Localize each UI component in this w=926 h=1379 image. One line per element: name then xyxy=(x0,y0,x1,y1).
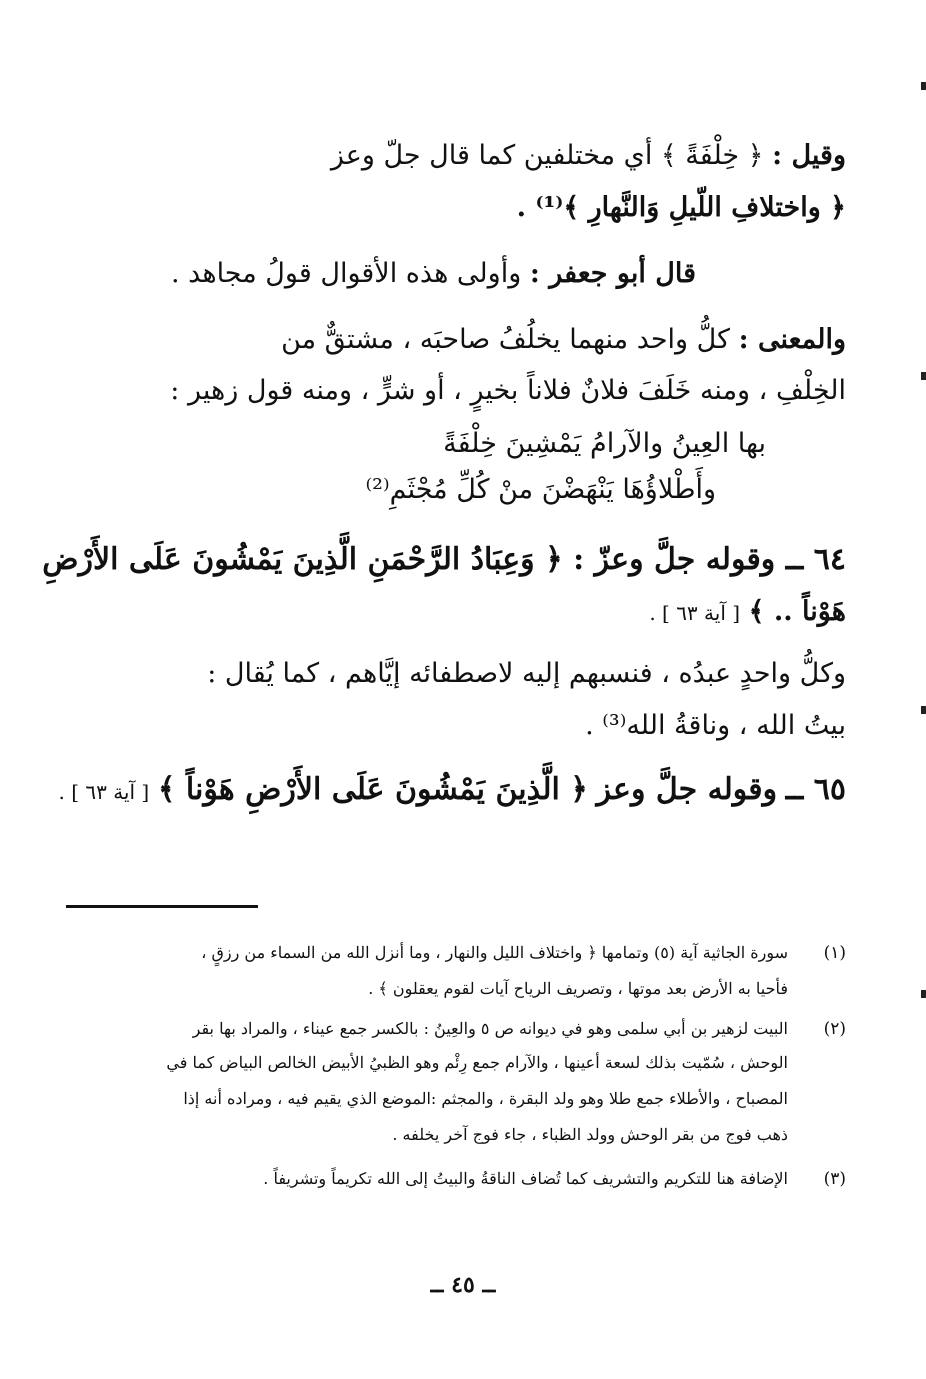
scan-edge-mark xyxy=(921,706,926,714)
scan-edge-mark xyxy=(921,990,926,998)
footnote-line: البيت لزهير بن أبي سلمى وهو في ديوانه ص ٥ والعِينُ : بالكسر جمع عيناء ، والمراد بها بقر xyxy=(192,1019,788,1038)
footnote-line: المصباح ، والأطلاء جمع طلا وهو ولد البقرة ، والمجثم :الموضع الذي يقيم فيه ، ومراده أنه إذا xyxy=(183,1089,788,1108)
page-number: ــ ٤٥ ــ xyxy=(430,1272,496,1298)
quran-quote: ﴿ الَّذِينَ يَمْشُونَ عَلَى الأَرْضِ هَوْناً ﴾ xyxy=(157,772,588,807)
footnote-line: ذهب فوج من بقر الوحش وولد الظباء ، جاء فوج آخر يخلفه . xyxy=(392,1125,788,1144)
footnote-number: (١) xyxy=(823,943,846,963)
body-line-8 xyxy=(42,540,846,580)
body-line-11: بيتُ الله ، وناقةُ الله⁽³⁾ . xyxy=(585,710,846,741)
body-line-12 xyxy=(58,770,846,812)
verse-reference: [ آية ٦٣ ] . xyxy=(58,780,150,804)
footnote-line: سورة الجاثية آية (٥) وتمامها ﴿ واختلاف الليل والنهار ، وما أنزل الله من السماء من رزقٍ ، xyxy=(201,943,788,962)
body-line-5: الخِلْفِ ، ومنه خَلَفَ فلانٌ فلاناً بخيرٍ ، أو شرٍّ ، ومنه قول زهير : xyxy=(170,375,846,406)
poem-verse-2: وأَطْلاؤُهَا يَنْهَضْنَ منْ كُلِّ مُجْثَمِ⁽²⁾ xyxy=(365,474,716,505)
line-text: ﴿ خِلْفَةً ﴾ أي مختلفين كما قال جلّ وعز xyxy=(330,140,764,171)
quran-quote: ﴿ وَعِبَادُ الرَّحْمَنِ الَّذِينَ يَمْشُونَ عَلَى الأَرْضِ xyxy=(42,542,563,577)
body-line-3 xyxy=(106,254,696,294)
footnote-line: فأحيا به الأرض بعد موتها ، وتصريف الرياح آيات لقوم يعقلون ﴾ . xyxy=(368,979,788,998)
body-line-4 xyxy=(106,320,846,360)
footnote-line: الوحش ، سُمّيت بذلك لسعة أعينها ، والآرام جمع رِئْم وهو الظبيُ الأبيض الخالص البياض كما في xyxy=(166,1053,788,1072)
line-lead: وقوله جلَّ وعزّ : xyxy=(573,542,776,577)
line-lead: قال أبو جعفر : xyxy=(529,258,696,289)
entry-number: ٦٥ ــ xyxy=(785,772,846,807)
entry-number: ٦٤ ــ xyxy=(785,542,846,577)
poem-verse-1: بها العِينُ والآرامُ يَمْشِينَ خِلْفَةً xyxy=(443,428,766,459)
scan-edge-mark xyxy=(921,372,926,380)
body-line-2: ﴿ واختلافِ اللّيلِ وَالنَّهارِ ﴾⁽¹⁾ . xyxy=(516,192,846,223)
footnote-separator xyxy=(66,905,258,908)
line-text: وأولى هذه الأقوال قولُ مجاهد . xyxy=(171,258,522,289)
footnote-number: (٢) xyxy=(823,1019,846,1039)
line-lead: وقيل : xyxy=(772,140,846,171)
footnote-line: الإضافة هنا للتكريم والتشريف كما تُضاف الناقةُ والبيتُ إلى الله تكريماً وتشريفاً . xyxy=(263,1169,788,1188)
body-line-10: وكلُّ واحدٍ عبدُه ، فنسبهم إليه لاصطفائه إيَّاهم ، كما يُقال : xyxy=(207,658,846,689)
body-line-1 xyxy=(106,136,846,176)
quran-quote: هَوْناً .. ﴾ xyxy=(748,596,846,627)
line-lead: وقوله جلَّ وعز xyxy=(596,772,778,807)
line-lead: والمعنى : xyxy=(738,324,846,355)
footnote-number: (٣) xyxy=(823,1169,846,1189)
line-text: كلُّ واحد منهما يخلُفُ صاحبَه ، مشتقٌّ من xyxy=(281,324,730,355)
verse-reference: [ آية ٦٣ ] . xyxy=(649,601,741,625)
body-line-9 xyxy=(106,592,846,633)
scan-edge-mark xyxy=(921,82,926,90)
